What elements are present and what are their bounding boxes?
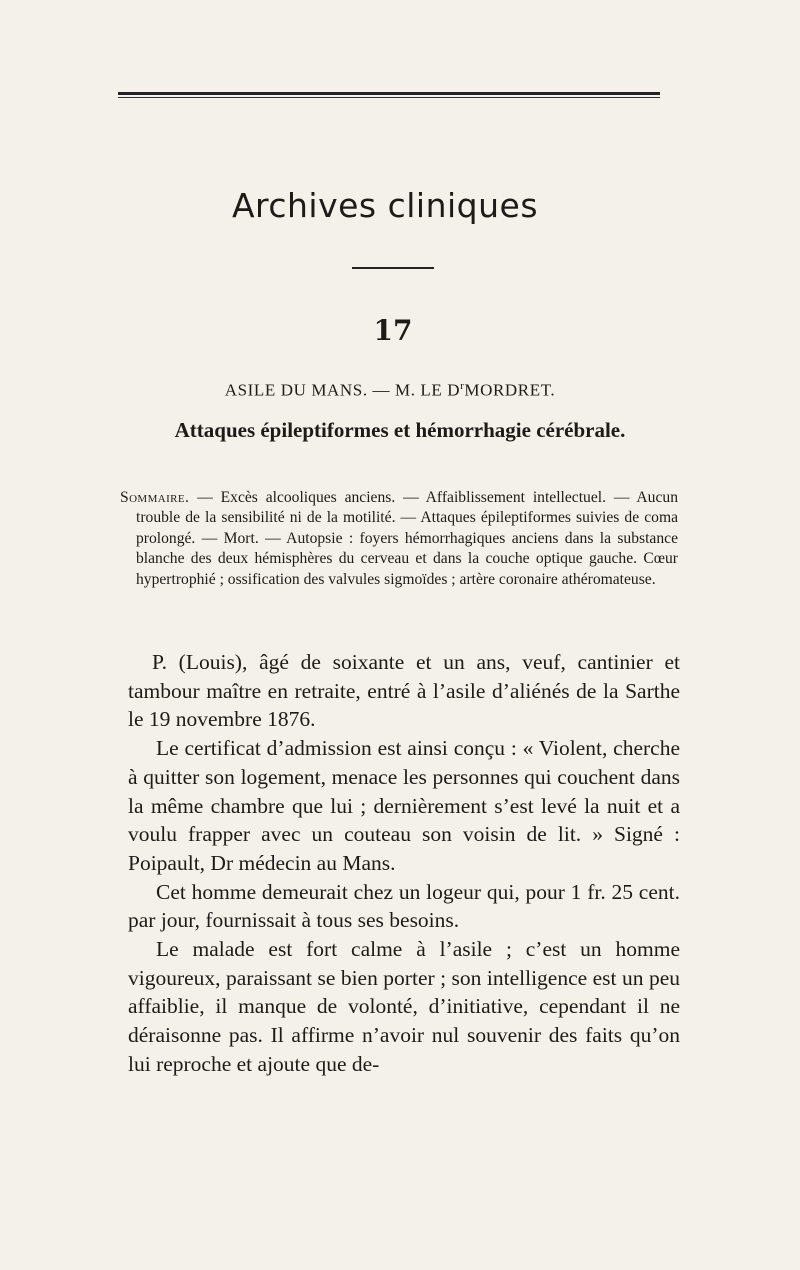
- summary: [120, 488, 678, 590]
- body-text: [128, 648, 680, 1079]
- summary-text: — Excès alcooliques anciens. — Affaiblissement intellectuel. — Aucun trouble de la sensibilité ni de la motilité. — Attaques épileptiformes suivies de coma prolongé. — Mort. — Autopsie : foyers hémorrhagiques anciens dans la substance blanche des deux hémisphères du cerveau et dans la couche optique gauche. Cœur hypertrophié ; ossification des valvules sigmoïdes ; artère coronaire athéromateuse.: [136, 489, 678, 588]
- body-paragraph: Cet homme demeurait chez un logeur qui, pour 1 fr. 25 cent. par jour, fournissait à tous ses besoins.: [128, 879, 680, 933]
- top-rule: [118, 92, 660, 95]
- summary-label: Sommaire.: [120, 489, 190, 506]
- summary-paragraph: [120, 488, 678, 590]
- case-number: 17: [373, 314, 413, 347]
- top-rule-thin: [118, 97, 660, 98]
- asylum-line: ASILE DU MANS. — M. LE $D^rMORDRET$.: [224, 380, 556, 400]
- case-title: Attaques épileptiformes et hémorrhagie cérébrale.: [174, 418, 626, 442]
- title-divider: [352, 267, 434, 269]
- body-paragraph: P. (Louis), âgé de soixante et un ans, veuf, cantinier et tambour maître en retraite, entré à l’asile d’aliénés de la Sarthe le 19 novembre 1876.: [128, 650, 680, 732]
- body-paragraph: Le certificat d’admission est ainsi conçu : « Violent, cherche à quitter son logement, menace les personnes qui couchent dans la même chambre que lui ; dernièrement s’est levé la nuit et a voulu frapper avec un couteau son voisin de lit. » Signé : Poipault, Dr médecin au Mans.: [128, 736, 680, 875]
- body-paragraph: Le malade est fort calme à l’asile ; c’est un homme vigoureux, paraissant se bien porter ; son intelligence est un peu affaiblie, il manque de volonté, d’initiative, cependant il ne déraisonne pas. Il affirme n’avoir nul souvenir des faits qu’on lui reproche et ajoute que de-: [128, 937, 680, 1076]
- section-title: Archives cliniques: [231, 186, 539, 225]
